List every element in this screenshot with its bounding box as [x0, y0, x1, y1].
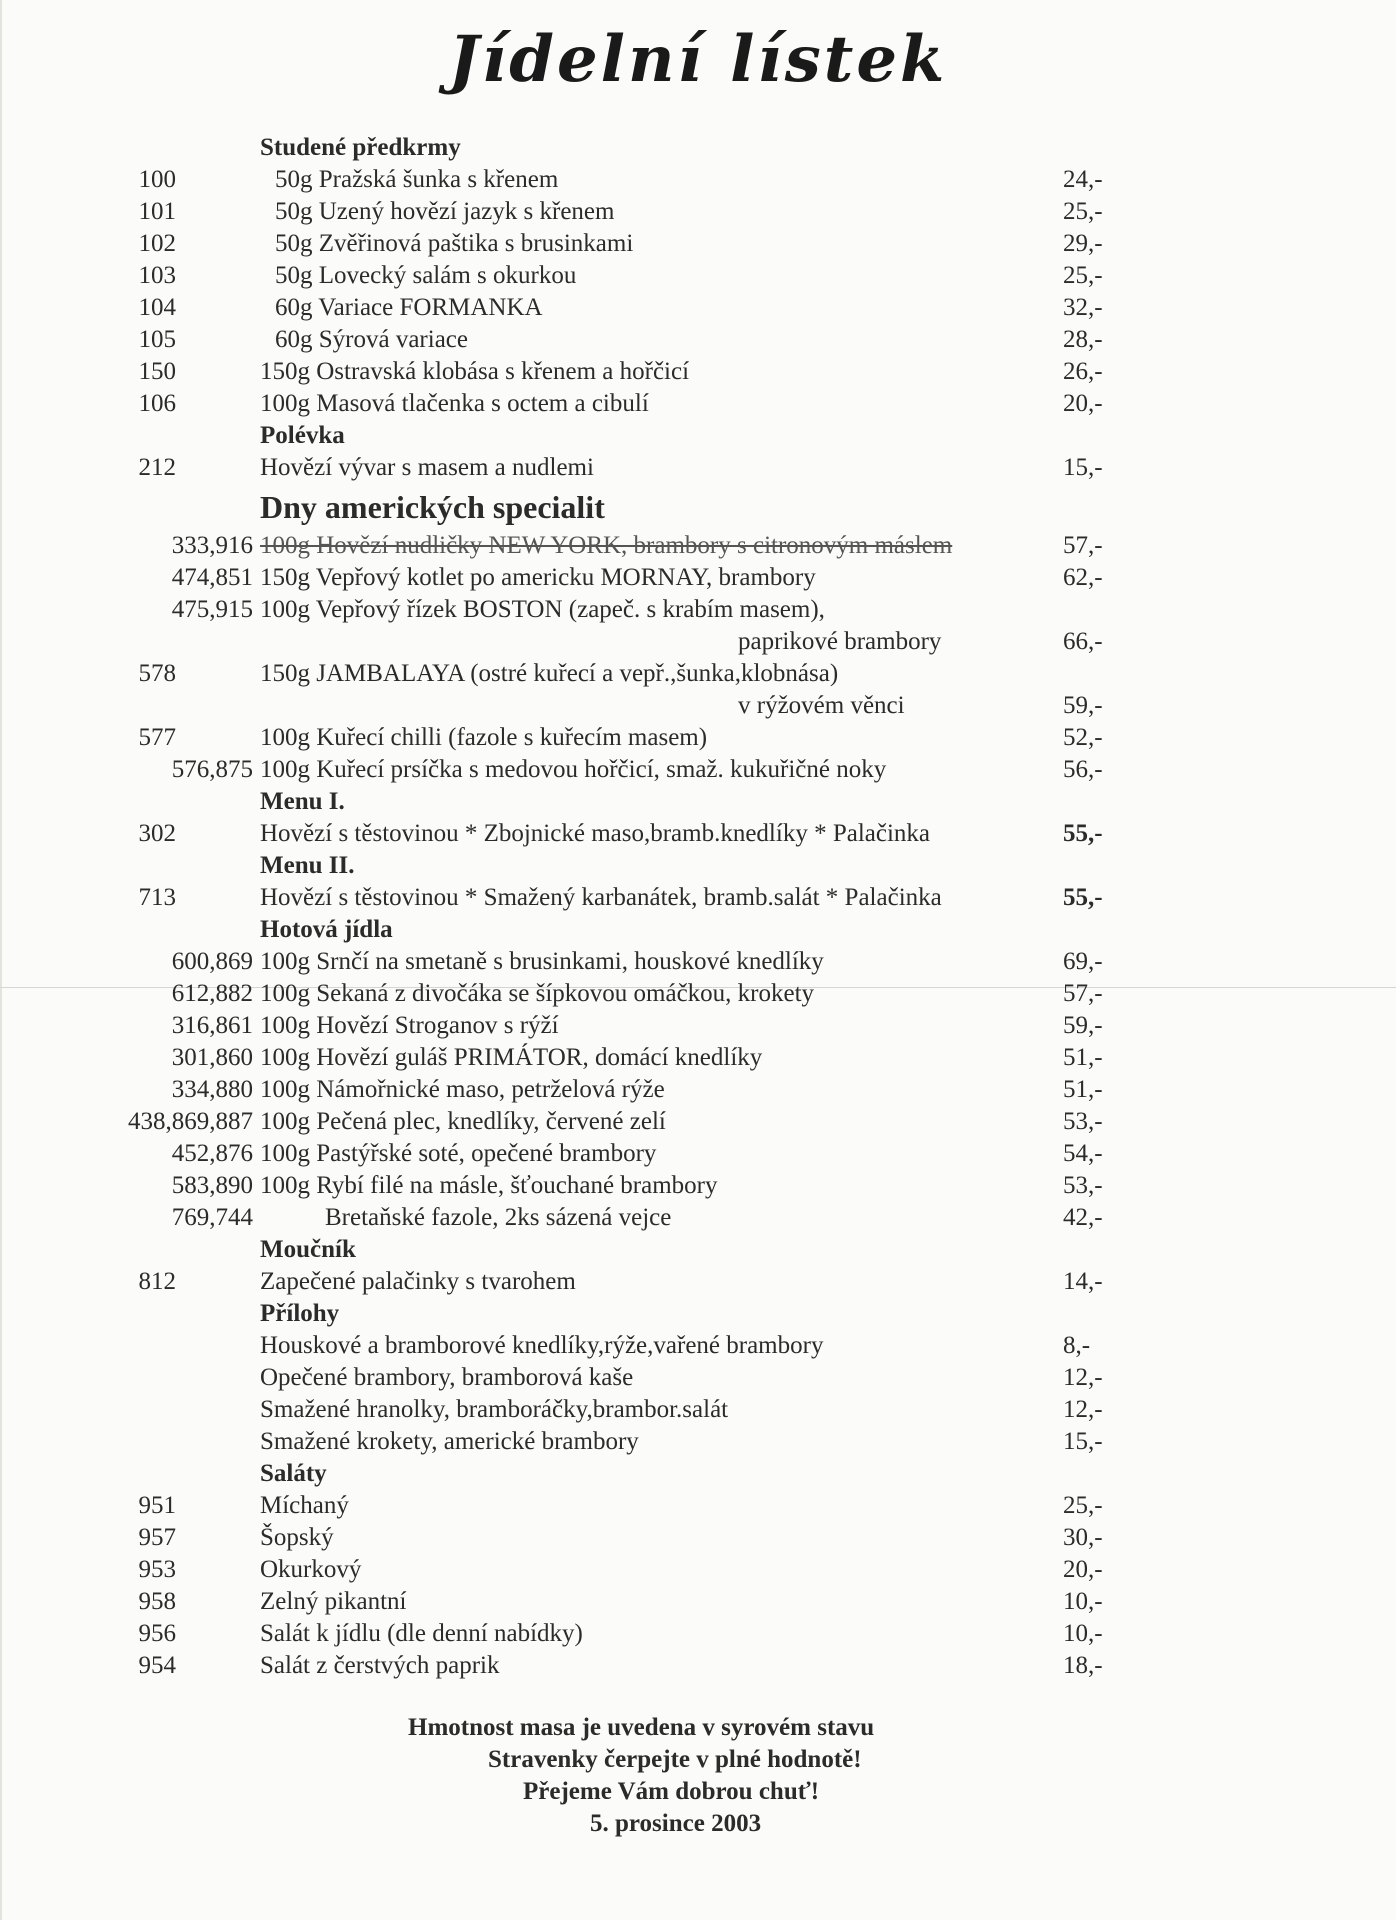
item-code: 334,880 [171, 1076, 253, 1103]
footer [0, 1712, 1396, 1840]
menu-item [0, 978, 1396, 1010]
item-code: 600,869 [171, 948, 253, 975]
item-price: 30,- [1063, 1524, 1103, 1551]
item-name: 100g Srnčí na smetaně s brusinkami, houskové knedlíky [260, 948, 824, 975]
section-heading: Menu I. [260, 788, 345, 815]
section-row [0, 786, 1396, 818]
item-name: 150g Vepřový kotlet po americku MORNAY, brambory [260, 564, 816, 591]
menu-item [0, 1394, 1396, 1426]
menu-item [0, 690, 1396, 722]
item-price: 55,- [1063, 820, 1103, 847]
item-price: 25,- [1063, 262, 1103, 289]
menu-item [0, 1106, 1396, 1138]
item-price: 54,- [1063, 1140, 1103, 1167]
item-code: 101 [138, 198, 176, 225]
item-price: 8,- [1063, 1332, 1091, 1359]
item-name: 100g Pastýřské soté, opečené brambory [260, 1140, 657, 1167]
item-name: Míchaný [260, 1492, 349, 1519]
item-price: 53,- [1063, 1108, 1103, 1135]
section-row [0, 420, 1396, 452]
item-name: 50g Uzený hovězí jazyk s křenem [275, 198, 615, 225]
item-name: Zelný pikantní [260, 1588, 407, 1615]
item-name: 100g Masová tlačenka s octem a cibulí [260, 390, 649, 417]
menu-item [0, 1330, 1396, 1362]
menu-item [0, 228, 1396, 260]
item-code: 576,875 [171, 756, 253, 783]
item-name: Zapečené palačinky s tvarohem [260, 1268, 576, 1295]
item-price: 25,- [1063, 198, 1103, 225]
item-code: 301,860 [171, 1044, 253, 1071]
item-name: 100g Vepřový řízek BOSTON (zapeč. s krabím masem), [260, 596, 825, 623]
item-code: 302 [138, 820, 176, 847]
item-name: Salát z čerstvých paprik [260, 1652, 500, 1679]
menu-item [0, 1650, 1396, 1682]
item-price: 69,- [1063, 948, 1103, 975]
section-row [0, 914, 1396, 946]
item-code: 954 [138, 1652, 176, 1679]
item-name: v rýžovém věnci [738, 692, 905, 719]
item-name: Smažené krokety, americké brambory [260, 1428, 639, 1455]
section-heading: Saláty [260, 1460, 327, 1487]
item-price: 14,- [1063, 1268, 1103, 1295]
item-name: 100g Hovězí Stroganov s rýží [260, 1012, 559, 1039]
item-code: 956 [138, 1620, 176, 1647]
item-name: 50g Lovecký salám s okurkou [275, 262, 577, 289]
item-code: 578 [138, 660, 176, 687]
item-name: Bretaňské fazole, 2ks sázená vejce [325, 1204, 672, 1231]
section-row [0, 132, 1396, 164]
item-price: 66,- [1063, 628, 1103, 655]
item-name: 60g Sýrová variace [275, 326, 468, 353]
item-name: 150g Ostravská klobása s křenem a hořčicí [260, 358, 690, 385]
menu-item [0, 1266, 1396, 1298]
item-code: 812 [138, 1268, 176, 1295]
item-code: 104 [138, 294, 176, 321]
item-name: 100g Námořnické maso, petrželová rýže [260, 1076, 665, 1103]
item-price: 62,- [1063, 564, 1103, 591]
item-price: 29,- [1063, 230, 1103, 257]
item-name: 100g Pečená plec, knedlíky, červené zelí [260, 1108, 666, 1135]
item-code: 474,851 [171, 564, 253, 591]
item-code: 951 [138, 1492, 176, 1519]
section-heading: Studené předkrmy [260, 134, 461, 161]
item-name: 100g Rybí filé na másle, šťouchané brambory [260, 1172, 718, 1199]
menu-item [0, 196, 1396, 228]
menu-item [0, 1202, 1396, 1234]
item-code: 577 [138, 724, 176, 751]
item-price: 20,- [1063, 1556, 1103, 1583]
menu-item [0, 292, 1396, 324]
menu-item [0, 1010, 1396, 1042]
section-heading: Moučník [260, 1236, 356, 1263]
item-code: 583,890 [171, 1172, 253, 1199]
item-code: 316,861 [171, 1012, 253, 1039]
item-price: 42,- [1063, 1204, 1103, 1231]
menu-item [0, 356, 1396, 388]
item-code: 150 [138, 358, 176, 385]
item-price: 51,- [1063, 1076, 1103, 1103]
menu-item [0, 754, 1396, 786]
item-code: 212 [138, 454, 176, 481]
item-price: 18,- [1063, 1652, 1103, 1679]
item-price: 24,- [1063, 166, 1103, 193]
menu-list [0, 132, 1396, 1682]
item-name: 50g Zvěřinová paštika s brusinkami [275, 230, 634, 257]
footer-date: 5. prosince 2003 [590, 1810, 762, 1837]
item-code: 106 [138, 390, 176, 417]
item-code: 769,744 [171, 1204, 253, 1231]
menu-item [0, 388, 1396, 420]
menu-item [0, 1074, 1396, 1106]
item-name: Hovězí vývar s masem a nudlemi [260, 454, 594, 481]
section-row [0, 1234, 1396, 1266]
section-heading: Menu II. [260, 852, 355, 879]
menu-item [0, 882, 1396, 914]
item-code: 958 [138, 1588, 176, 1615]
menu-item [0, 1554, 1396, 1586]
menu-item [0, 1490, 1396, 1522]
item-name: 100g Hovězí nudličky NEW YORK, brambory s citronovým máslem [260, 532, 953, 559]
item-name: Smažené hranolky, bramboráčky,brambor.salát [260, 1396, 729, 1423]
item-name: 100g Hovězí guláš PRIMÁTOR, domácí knedlíky [260, 1044, 763, 1071]
item-code: 612,882 [171, 980, 253, 1007]
item-name: 100g Sekaná z divočáka se šípkovou omáčkou, krokety [260, 980, 815, 1007]
item-price: 57,- [1063, 980, 1103, 1007]
section-row [0, 850, 1396, 882]
item-price: 55,- [1063, 884, 1103, 911]
item-name: Okurkový [260, 1556, 362, 1583]
menu-item [0, 1170, 1396, 1202]
item-price: 26,- [1063, 358, 1103, 385]
footer-voucher-note: Stravenky čerpejte v plné hodnotě! [488, 1746, 862, 1773]
item-name: Opečené brambory, bramborová kaše [260, 1364, 634, 1391]
menu-item [0, 1042, 1396, 1074]
item-price: 59,- [1063, 1012, 1103, 1039]
menu-item [0, 722, 1396, 754]
item-name: paprikové brambory [738, 628, 942, 655]
item-name: 60g Variace FORMANKA [275, 294, 543, 321]
item-name: Hovězí s těstovinou * Zbojnické maso,bramb.knedlíky * Palačinka [260, 820, 930, 847]
item-code: 953 [138, 1556, 176, 1583]
item-name: Salát k jídlu (dle denní nabídky) [260, 1620, 583, 1647]
item-code: 103 [138, 262, 176, 289]
item-price: 59,- [1063, 692, 1103, 719]
menu-item [0, 1138, 1396, 1170]
item-code: 100 [138, 166, 176, 193]
menu-item [0, 818, 1396, 850]
section-row [0, 1298, 1396, 1330]
menu-item [0, 452, 1396, 484]
item-code: 333,916 [171, 532, 253, 559]
menu-item [0, 626, 1396, 658]
menu-item [0, 1522, 1396, 1554]
item-name: Hovězí s těstovinou * Smažený karbanátek, bramb.salát * Palačinka [260, 884, 942, 911]
item-code: 957 [138, 1524, 176, 1551]
menu-item [0, 164, 1396, 196]
menu-item [0, 324, 1396, 356]
item-price: 12,- [1063, 1364, 1103, 1391]
menu-item [0, 658, 1396, 690]
item-code: 438,869,887 [128, 1108, 253, 1135]
item-price: 12,- [1063, 1396, 1103, 1423]
item-price: 20,- [1063, 390, 1103, 417]
item-code: 713 [138, 884, 176, 911]
section-heading: Hotová jídla [260, 916, 393, 943]
item-code: 102 [138, 230, 176, 257]
item-name: Šopský [260, 1524, 334, 1551]
item-code: 475,915 [171, 596, 253, 623]
section-heading: Polévka [260, 422, 345, 449]
item-price: 28,- [1063, 326, 1103, 353]
item-price: 53,- [1063, 1172, 1103, 1199]
item-name: Houskové a bramborové knedlíky,rýže,vařené brambory [260, 1332, 824, 1359]
item-price: 15,- [1063, 454, 1103, 481]
footer-greeting: Přejeme Vám dobrou chuť! [523, 1778, 820, 1805]
item-name: 150g JAMBALAYA (ostré kuřecí a vepř.,šunka,klobnása) [260, 660, 839, 687]
item-name: 50g Pražská šunka s křenem [275, 166, 559, 193]
section-row [0, 1458, 1396, 1490]
item-price: 52,- [1063, 724, 1103, 751]
item-price: 25,- [1063, 1492, 1103, 1519]
section-row [0, 484, 1396, 530]
footer-weight-note: Hmotnost masa je uvedena v syrovém stavu [408, 1714, 875, 1741]
item-name: 100g Kuřecí prsíčka s medovou hořčicí, smaž. kukuřičné noky [260, 756, 887, 783]
menu-item [0, 1586, 1396, 1618]
item-price: 10,- [1063, 1588, 1103, 1615]
item-price: 32,- [1063, 294, 1103, 321]
menu-item [0, 562, 1396, 594]
item-name: 100g Kuřecí chilli (fazole s kuřecím masem) [260, 724, 708, 751]
menu-item [0, 946, 1396, 978]
item-price: 10,- [1063, 1620, 1103, 1647]
item-price: 56,- [1063, 756, 1103, 783]
menu-item [0, 1426, 1396, 1458]
menu-item [0, 1362, 1396, 1394]
item-price: 15,- [1063, 1428, 1103, 1455]
page-title: Jídelní lístek [448, 22, 948, 97]
section-heading: Dny amerických specialit [260, 489, 605, 525]
item-price: 57,- [1063, 532, 1103, 559]
section-heading: Přílohy [260, 1300, 340, 1327]
menu-item [0, 260, 1396, 292]
item-code: 452,876 [171, 1140, 253, 1167]
menu-item [0, 1618, 1396, 1650]
item-code: 105 [138, 326, 176, 353]
menu-item [0, 530, 1396, 562]
item-price: 51,- [1063, 1044, 1103, 1071]
menu-item [0, 594, 1396, 626]
